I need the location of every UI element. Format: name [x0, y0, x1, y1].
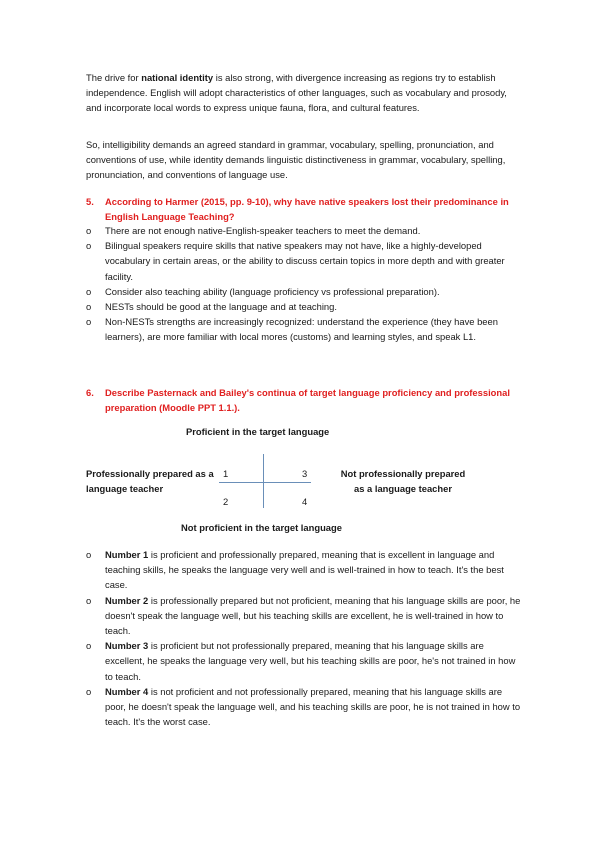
- question-5-heading: [86, 194, 522, 224]
- number-4-item: [86, 684, 522, 730]
- number-text: is proficient but not professionally prepared, meaning that his language skills are excellent, he speaks the language very well, but his teaching skills are poor, he's not trained in how to teach.: [105, 640, 516, 682]
- question-number: 5.: [86, 196, 94, 207]
- quadrant-2: 2: [223, 496, 229, 507]
- bullet-item: o NESTs should be good at the language and at teaching.: [86, 299, 522, 314]
- quadrant-1: 1: [223, 468, 229, 479]
- diagram-vertical-axis: [263, 454, 264, 508]
- bullet-item: o There are not enough native-English-speaker teachers to meet the demand.: [86, 223, 522, 238]
- number-3-item: [86, 638, 522, 684]
- quadrant-3: 3: [302, 468, 308, 479]
- question-text: According to Harmer (2015, pp. 9-10), why have native speakers lost their predominance in English Language Teaching?: [105, 196, 509, 223]
- diagram-right-label: Not professionally prepared as a language teacher: [340, 468, 466, 495]
- question-5-bullets: [86, 223, 522, 345]
- intro-text: The drive for: [86, 72, 142, 83]
- diagram-horizontal-axis: [219, 482, 311, 483]
- bullet-item: o Bilingual speakers require skills that native speakers may not have, like a highly-developed vocabulary in certain areas, or the ability to discuss certain topics in more depth and with greater facility.: [86, 238, 522, 284]
- bullet-item: o Non-NESTs strengths are increasingly recognized: understand the experience (they have been learners), are more familiar with local mores (customs) and learning styles, and speak L1.: [86, 314, 522, 344]
- quadrant-4: 4: [302, 496, 308, 507]
- number-text: is not proficient and not professionally prepared, meaning that his language skills are poor, he doesn't speak the language well, and his teaching skills are poor, he is not trained in how to teach. It's the worst case.: [105, 685, 521, 728]
- question-number: 6.: [86, 387, 94, 398]
- intro-text-cont: is also strong, with divergence increasing as regions try to establish independence. English will adopt characteristics of other languages, such as vocabulary and prosody, and incorporate local words to express unique fauna, flora, and cultural features.: [86, 72, 507, 114]
- number-1-item: [86, 547, 522, 593]
- question-6-heading: [86, 385, 522, 415]
- bullet-item: o Consider also teaching ability (language proficiency vs professional preparation).: [86, 284, 522, 299]
- intro-paragraph-2: So, intelligibility demands an agreed standard in grammar, vocabulary, spelling, pronunciation, and conventions of use, while identity demands linguistic distinctiveness in grammar, vocabulary, spelling, pronunciation, and conventions of language use.: [86, 139, 506, 181]
- number-label: Number 4: [105, 685, 149, 697]
- number-label: Number 3: [105, 640, 149, 652]
- diagram-bottom-label: Not proficient in the target language: [181, 522, 342, 533]
- question-text: Describe Pasternack and Bailey's continua of target language proficiency and professional preparation (Moodle PPT 1.1.).: [105, 387, 510, 414]
- number-descriptions: [86, 547, 522, 729]
- number-text: is proficient and professionally prepared, meaning that is excellent in language and teaching skills, he speaks the language very well and is well-trained in how to teach. It's the best case.: [105, 549, 504, 591]
- intro-paragraph-1: [86, 70, 522, 116]
- number-2-item: [86, 593, 522, 639]
- diagram-top-label: Proficient in the target language: [186, 426, 330, 437]
- diagram-left-label: Professionally prepared as a language teacher: [86, 468, 214, 495]
- number-label: Number 2: [105, 594, 149, 606]
- intro-bold-term: national identity: [141, 72, 214, 83]
- proficiency-diagram: [86, 424, 522, 534]
- number-text: is professionally prepared but not proficient, meaning that his language skills are poor, he doesn't speak the language well, but his teaching skills are excellent, he is well-trained in how to teach.: [105, 594, 521, 637]
- number-label: Number 1: [105, 549, 149, 560]
